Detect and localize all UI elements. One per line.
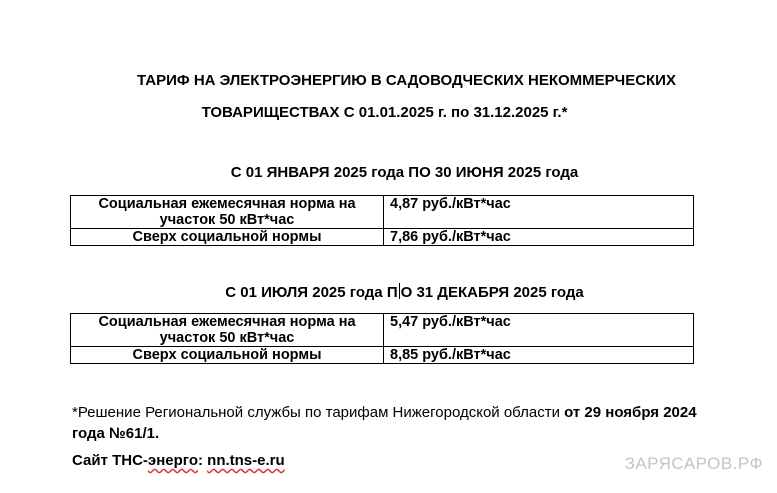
table-row <box>71 196 694 229</box>
row-label-line1: Социальная ежемесячная норма на <box>98 196 356 212</box>
watermark: ЗАРЯСАРОВ.РФ <box>624 454 763 473</box>
page-title-line1: ТАРИФ НА ЭЛЕКТРОЭНЕРГИЮ В САДОВОДЧЕСКИХ НЕКОММЕРЧЕСКИХ <box>137 72 676 89</box>
row-value: 4,87 руб./кВт*час <box>384 196 694 229</box>
row-value: 8,85 руб./кВт*час <box>384 347 694 364</box>
site-prefix: Сайт ТНС- <box>72 452 148 469</box>
site-line <box>72 452 285 469</box>
tariff-table-1 <box>70 195 694 246</box>
footnote-regular: *Решение Региональной службы по тарифам Нижегородской области <box>72 404 565 421</box>
row-value: 7,86 руб./кВт*час <box>384 229 694 246</box>
tariff-table-2 <box>70 313 694 364</box>
footnote-bold: от 29 ноября 2024 года №61/1. <box>72 404 697 442</box>
page-title-line2: ТОВАРИЩЕСТВАХ С 01.01.2025 г. по 31.12.2025 г.* <box>201 104 568 121</box>
row-label-line1: Социальная ежемесячная норма на <box>98 314 356 330</box>
row-label <box>71 314 384 347</box>
table-row <box>71 347 694 364</box>
row-value: 5,47 руб./кВт*час <box>384 314 694 347</box>
site-colon: : <box>197 452 208 469</box>
footnote <box>72 402 712 444</box>
period-heading-2 <box>16 283 777 301</box>
table-row <box>71 314 694 347</box>
row-label-line2: участок 50 кВт*час <box>159 330 295 346</box>
period-heading-2-part2: О 31 ДЕКАБРЯ 2025 года <box>400 284 584 301</box>
row-label: Сверх социальной нормы <box>71 347 384 364</box>
text-cursor <box>399 283 400 299</box>
site-url[interactable]: nn.tns-e.ru <box>207 452 285 469</box>
table-row <box>71 229 694 246</box>
row-label <box>71 196 384 229</box>
site-energo: энерго <box>147 452 198 469</box>
period-heading-2-part1: С 01 ИЮЛЯ 2025 года П <box>225 284 398 301</box>
row-label-line2: участок 50 кВт*час <box>159 212 295 228</box>
period-heading-1: С 01 ЯНВАРЯ 2025 года ПО 30 ИЮНЯ 2025 года <box>230 164 579 181</box>
row-label: Сверх социальной нормы <box>71 229 384 246</box>
